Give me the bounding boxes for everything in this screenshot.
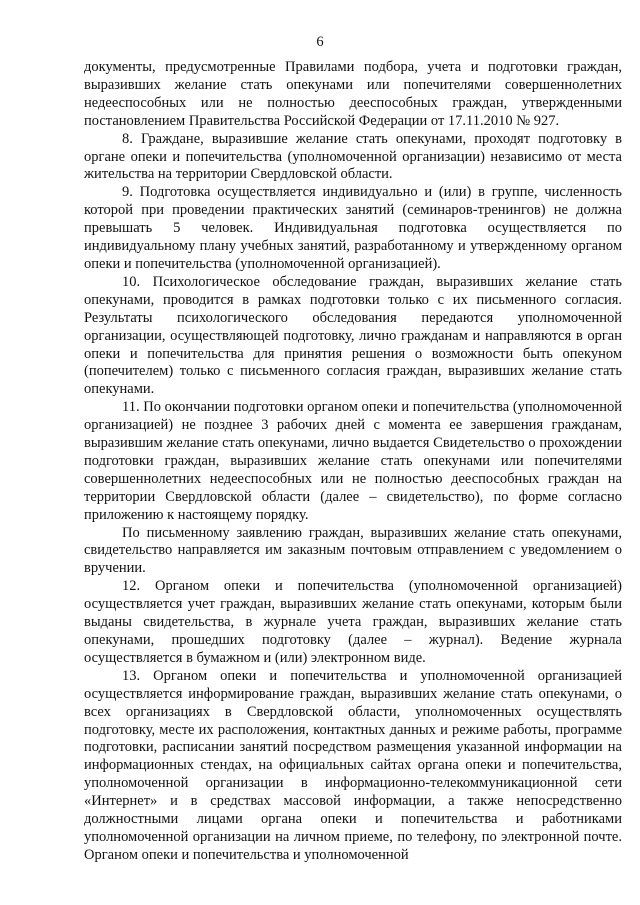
paragraph-10: 10. Психологическое обследование граждан, выразивших желание стать опекунами, проводится в рамках подготовки только с их письменного согласия. Результаты психологического обследования передаются уполномоченной организации, осуществляющей подготовку, лично гражданам и направляются в орган опеки и попечительства для принятия решения о возможности быть опекуном (попечителем) только с письменного согласия граждан, выразивших желание стать опекунами. bbox=[84, 273, 622, 398]
document-body bbox=[84, 59, 622, 865]
paragraph-9: 9. Подготовка осуществляется индивидуально и (или) в группе, численность которой при проведении практических занятий (семинаров-тренингов) не должна превышать 5 человек. Индивидуальная подготовка осуществляется по индивидуальному плану учебных занятий, разработанному и утвержденному органом опеки и попечительства (уполномоченной организацией). bbox=[84, 184, 622, 272]
paragraph-8: 8. Граждане, выразившие желание стать опекунами, проходят подготовку в органе опеки и попечительства (уполномоченной организации) независимо от места жительства на территории Свердловской области. bbox=[84, 130, 622, 183]
page-number: 6 bbox=[316, 34, 324, 50]
paragraph-11-note: По письменному заявлению граждан, выразивших желание стать опекунами, свидетельство направляется им заказным почтовым отправлением с уведомлением о вручении. bbox=[84, 524, 622, 577]
paragraph-11: 11. По окончании подготовки органом опеки и попечительства (уполномоченной организацией) не позднее 3 рабочих дней с момента ее завершения гражданам, выразившим желание стать опекунами, лично выдается Свидетельство о прохождении подготовки граждан, выразивших желание стать опекунами или попечителями совершеннолетних недееспособных или не полностью дееспособных граждан на территории Свердловской области (далее – свидетельство), по форме согласно приложению к настоящему порядку. bbox=[84, 399, 622, 523]
paragraph-12: 12. Органом опеки и попечительства (уполномоченной организацией) осуществляется учет граждан, выразивших желание стать опекунами, которым были выданы свидетельства, в журнале учета граждан, выразивших желание стать опекунами, прошедших подготовку (далее – журнал). Ведение журнала осуществляется в бумажном и (или) электронном виде. bbox=[84, 578, 622, 666]
paragraph-13: 13. Органом опеки и попечительства и уполномоченной организацией осуществляется информирование граждан, выразивших желание стать опекунами, о всех организациях в Свердловской области, уполномоченных осуществлять подготовку, месте их расположения, контактных данных и режиме работы, программе подготовки, расписании занятий посредством размещения указанной информации на информационных стендах, на официальных сайтах органа опеки и попечительства, уполномоченной организации в информационно-телекоммуникационной сети «Интернет» и в средствах массовой информации, а также непосредственно должностными лицами органа опеки и попечительства и работниками уполномоченной организации на личном приеме, по телефону, по электронной почте. Органом опеки и попечительства и уполномоченной bbox=[84, 667, 622, 863]
paragraph-continuation: документы, предусмотренные Правилами подбора, учета и подготовки граждан, выразивших желание стать опекунами или попечителями совершеннолетних недееспособных или не полностью дееспособных граждан, утвержденными постановлением Правительства Российской Федерации от 17.11.2010 № 927. bbox=[84, 59, 622, 129]
